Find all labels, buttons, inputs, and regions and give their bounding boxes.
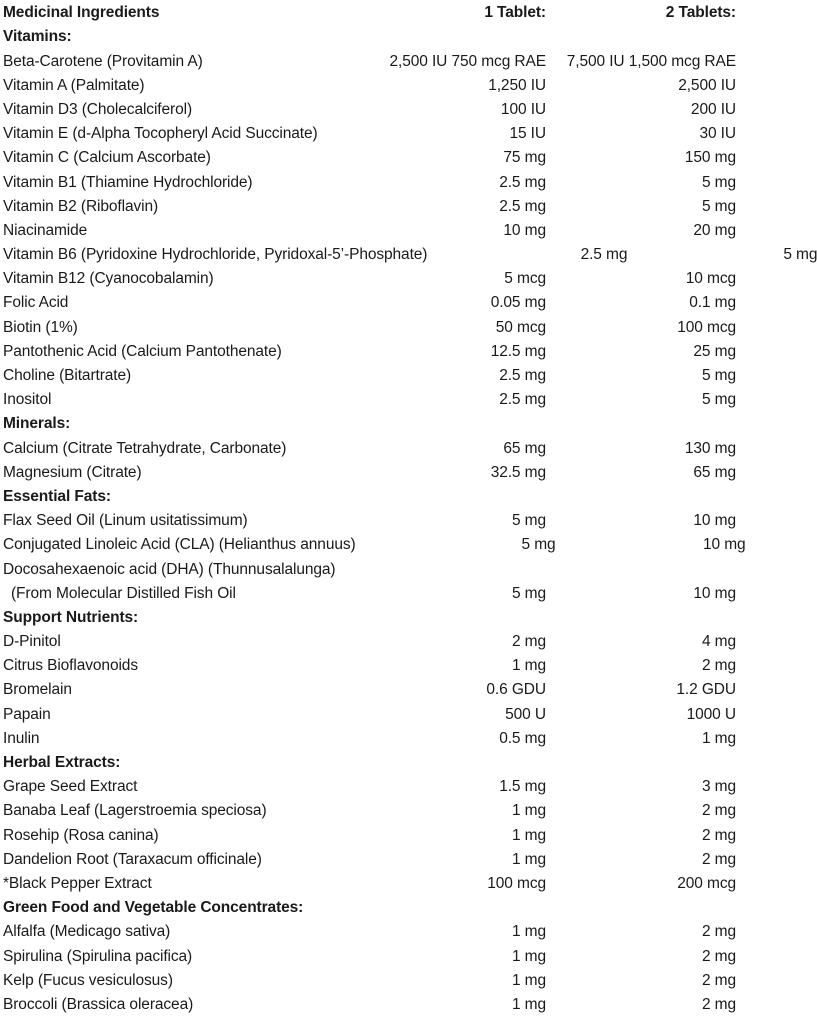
table-row [3,993,736,1017]
ingredient-name: Calcium (Citrate Tetrahydrate, Carbonate) [3,439,287,457]
amount-2-tablets: 5 mg [701,391,736,409]
ingredient-name: Vitamin C (Calcium Ascorbate) [3,149,211,167]
amount-1-tablet: 5 mg [511,512,546,530]
table-header [3,1,736,25]
amount-2-tablets: 7,500 IU 1,500 mcg RAE [566,52,736,70]
table-row [3,582,736,606]
amount-2-tablets: 5 mg [701,197,736,215]
amount-1-tablet: 5 mg [521,536,556,554]
ingredient-name: Docosahexaenoic acid (DHA) (Thunnusalalunga) [3,560,336,578]
ingredient-rows [3,25,817,1017]
amount-1-tablet: 2.5 mg [499,367,546,384]
ingredient-name: Choline (Bitartrate) [3,367,132,384]
ingredient-name: Flax Seed Oil (Linum usitatissimum) [3,512,248,530]
table-row [3,702,736,726]
amount-2-tablets: 150 mg [684,149,736,167]
table-row [3,872,736,896]
amount-2-tablets: 5 mg [783,246,817,264]
section-heading-row [3,25,736,49]
table-row [3,944,736,968]
amount-2-tablets: 10 mg [693,584,736,602]
table-row [3,74,736,98]
amount-2-tablets: 2 mg [701,995,736,1013]
amount-2-tablets: 10 mcg [685,270,736,288]
ingredient-name: Vitamin E (d-Alpha Tocopheryl Acid Succinate) [3,125,318,143]
amount-2-tablets: 2 mg [701,947,736,965]
ingredient-name: Inositol [3,391,52,409]
table-row [3,533,746,557]
table-row [3,436,736,460]
amount-1-tablet: 2.5 mg [499,173,546,191]
ingredient-name: Spirulina (Spirulina pacifica) [3,947,193,965]
amount-1-tablet: 2.5 mg [499,391,546,409]
ingredient-name: D-Pinitol [3,633,61,651]
table-row [3,920,736,944]
ingredient-name: Vitamin B6 (Pyridoxine Hydrochloride, Pyridoxal-5’-Phosphate) [3,246,428,264]
amount-2-tablets: 30 IU [699,125,736,143]
table-row [3,219,736,243]
amount-1-tablet: 32.5 mg [490,463,546,481]
ingredient-name: Conjugated Linoleic Acid (CLA) (Helianthus annuus) [3,536,356,554]
table-row [3,267,736,291]
ingredient-name: *Black Pepper Extract [3,874,152,892]
amount-1-tablet: 1 mg [511,802,546,820]
amount-1-tablet: 100 mcg [487,874,546,892]
header-col-1-tablet: 1 Tablet: [484,4,546,22]
table-row [3,49,736,73]
table-row [3,461,736,485]
ingredient-name: Vitamin A (Palmitate) [3,76,145,94]
table-row [3,727,736,751]
amount-1-tablet: 0.6 GDU [486,681,546,699]
amount-2-tablets: 2 mg [701,657,736,675]
amount-2-tablets: 200 mcg [677,874,736,892]
amount-1-tablet: 2 mg [511,633,546,651]
ingredient-name: Magnesium (Citrate) [3,463,142,481]
table-row [3,98,736,122]
table-row [3,291,736,315]
section-heading-row [3,751,736,775]
section-heading: Herbal Extracts: [3,754,121,771]
amount-2-tablets: 10 mg [693,512,736,530]
ingredient-name: Beta-Carotene (Provitamin A) [3,52,203,70]
table-row [3,823,736,847]
amount-2-tablets: 2,500 IU [678,76,736,94]
amount-1-tablet: 500 U [505,705,546,723]
amount-1-tablet: 1,250 IU [488,76,546,94]
section-heading-row [3,412,736,436]
table-row [3,848,736,872]
table-row [3,630,736,654]
amount-1-tablet: 1 mg [511,971,546,989]
amount-2-tablets: 0.1 mg [689,294,736,312]
section-heading-row [3,896,736,920]
amount-2-tablets: 130 mg [684,439,736,457]
amount-1-tablet: 10 mg [503,221,546,239]
ingredient-name: Vitamin D3 (Cholecalciferol) [3,100,193,118]
table-row [3,364,736,388]
header-col-2-tablets: 2 Tablets: [665,4,736,22]
amount-1-tablet: 1 mg [511,923,546,941]
amount-2-tablets: 2 mg [701,826,736,844]
amount-2-tablets: 100 mcg [677,318,736,336]
section-heading: Vitamins: [3,28,72,46]
amount-1-tablet: 0.05 mg [490,294,546,312]
ingredient-name: Pantothenic Acid (Calcium Pantothenate) [3,342,282,360]
amount-2-tablets: 2 mg [701,971,736,989]
amount-1-tablet: 1 mg [511,995,546,1013]
amount-1-tablet: 50 mcg [495,318,546,336]
amount-2-tablets: 20 mg [693,221,736,239]
table-row [3,775,736,799]
ingredient-name: Biotin (1%) [3,318,78,336]
amount-2-tablets: 10 mg [702,536,746,554]
table-row [3,340,736,364]
amount-1-tablet: 15 IU [509,125,546,143]
ingredient-name: Citrus Bioflavonoids [3,657,138,675]
amount-1-tablet: 2.5 mg [499,197,546,215]
ingredient-name: Niacinamide [3,221,88,239]
ingredient-name: (From Molecular Distilled Fish Oil [11,584,236,602]
ingredient-name: Vitamin B2 (Riboflavin) [3,197,159,215]
ingredient-name: Broccoli (Brassica oleracea) [3,995,194,1013]
table-row [3,654,736,678]
amount-2-tablets: 2 mg [701,850,736,868]
amount-2-tablets: 2 mg [701,802,736,820]
amount-2-tablets: 1 mg [701,729,736,747]
amount-2-tablets: 1000 U [686,705,736,723]
amount-1-tablet: 1.5 mg [499,778,546,796]
header-title: Medicinal Ingredients [3,4,160,22]
ingredient-name: Banaba Leaf (Lagerstroemia speciosa) [3,802,267,820]
amount-1-tablet: 0.5 mg [499,729,546,747]
ingredient-name: Dandelion Root (Taraxacum officinale) [3,850,262,868]
ingredient-name: Vitamin B12 (Cyanocobalamin) [3,270,214,288]
amount-1-tablet: 5 mg [511,584,546,602]
table-row [3,969,736,993]
amount-1-tablet: 75 mg [503,149,546,167]
amount-2-tablets: 5 mg [701,173,736,191]
section-heading-row [3,606,736,630]
ingredient-name: Papain [3,705,51,723]
table-row [3,678,736,702]
amount-1-tablet: 1 mg [511,850,546,868]
amount-1-tablet: 2.5 mg [580,246,628,264]
amount-2-tablets: 25 mg [693,342,736,360]
section-heading: Green Food and Vegetable Concentrates: [3,899,304,917]
amount-2-tablets: 200 IU [690,100,736,118]
amount-1-tablet: 12.5 mg [490,342,546,360]
ingredient-name: Rosehip (Rosa canina) [3,826,159,844]
amount-1-tablet: 65 mg [503,439,546,457]
table-row [3,509,736,533]
table-row [3,195,736,219]
table-row [3,315,736,339]
ingredient-name: Alfalfa (Medicago sativa) [3,923,171,941]
table-row [3,146,736,170]
table-row [3,557,736,581]
amount-2-tablets: 1.2 GDU [676,681,736,699]
table-row [3,799,736,823]
ingredient-name: Bromelain [3,681,72,699]
amount-1-tablet: 1 mg [511,826,546,844]
table-row [3,243,817,267]
ingredient-name: Kelp (Fucus vesiculosus) [3,971,173,989]
amount-1-tablet: 2,500 IU 750 mcg RAE [389,52,546,70]
amount-1-tablet: 100 IU [500,100,546,118]
ingredient-name: Vitamin B1 (Thiamine Hydrochloride) [3,173,253,191]
ingredient-name: Grape Seed Extract [3,778,138,796]
ingredient-name: Inulin [3,729,40,747]
amount-2-tablets: 5 mg [701,367,736,384]
amount-2-tablets: 4 mg [701,633,736,651]
amount-2-tablets: 65 mg [693,463,736,481]
section-heading-row [3,485,736,509]
section-heading: Support Nutrients: [3,608,139,626]
section-heading: Minerals: [3,415,71,433]
amount-1-tablet: 1 mg [511,657,546,675]
amount-1-tablet: 1 mg [511,947,546,965]
amount-2-tablets: 3 mg [701,778,736,796]
table-row [3,122,736,146]
ingredient-name: Folic Acid [3,294,69,312]
table-row [3,388,736,412]
amount-1-tablet: 5 mcg [504,270,546,288]
amount-2-tablets: 2 mg [701,923,736,941]
table-row [3,170,736,194]
section-heading: Essential Fats: [3,487,111,505]
